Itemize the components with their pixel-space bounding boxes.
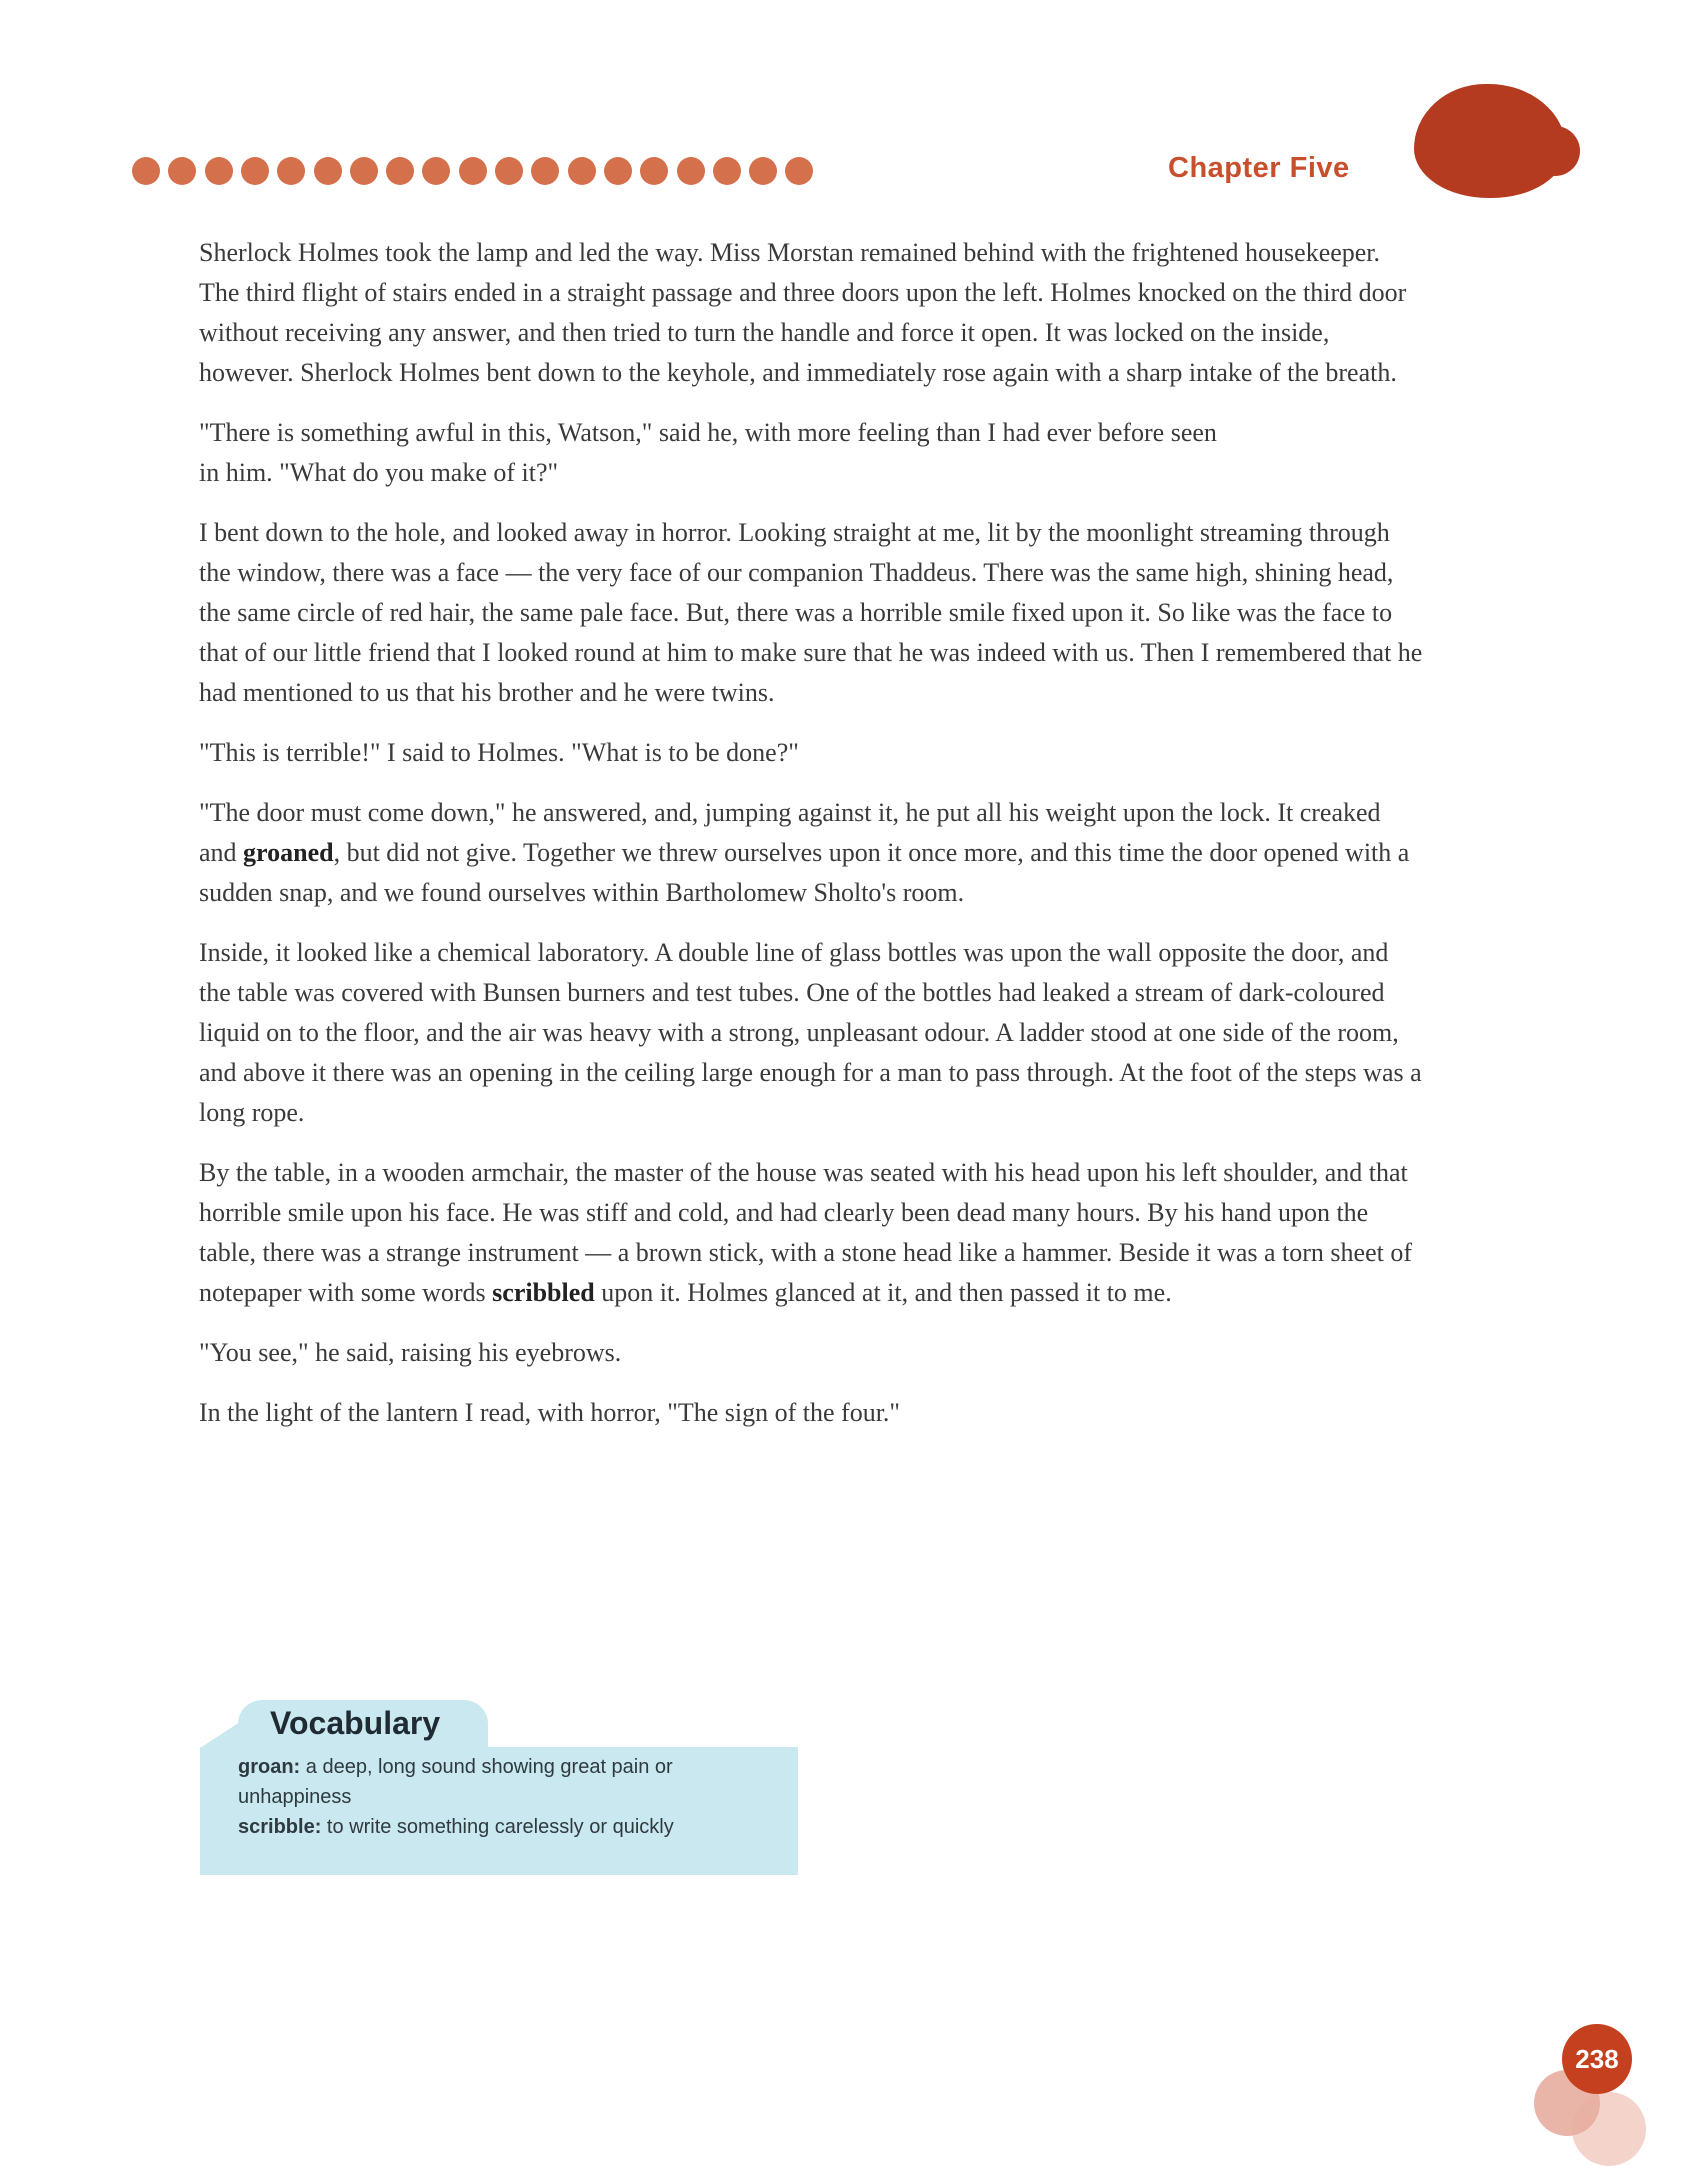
decorative-dot-row — [132, 157, 1072, 187]
paragraph: "There is something awful in this, Watson," said he, with more feeling than I had ever before seen in him. "What do you make of it?" — [199, 418, 1217, 487]
decorative-dot — [459, 157, 487, 185]
story-text — [199, 233, 1424, 1453]
vocab-definition: to write something carelessly or quickly — [321, 1816, 674, 1838]
decorative-dot — [168, 157, 196, 185]
decorative-dot — [132, 157, 160, 185]
vocab-list — [238, 1752, 778, 1842]
decorative-dot — [568, 157, 596, 185]
decorative-dot — [386, 157, 414, 185]
vocab-item — [238, 1812, 778, 1842]
vocab-heading: Vocabulary — [270, 1705, 441, 1741]
decorative-dot — [604, 157, 632, 185]
vocab-item — [238, 1752, 778, 1812]
decorative-dot — [677, 157, 705, 185]
decorative-dot — [749, 157, 777, 185]
decorative-dot — [640, 157, 668, 185]
decorative-dot — [785, 157, 813, 185]
paragraph: In the light of the lantern I read, with horror, "The sign of the four." — [199, 1398, 901, 1427]
vocab-definition: a deep, long sound showing great pain or unhappiness — [238, 1756, 673, 1808]
vocab-term: groan: — [238, 1756, 301, 1778]
paragraph-text: By the table, in a wooden armchair, the master of the house was seated with his head upon his left shoulder, and that horrible smile upon his face. He was stiff and cold, and had clearly been dead many hours. By his hand upon the table, there was a strange instrument — a brown stick, with a stone head like a hammer. Beside it was a torn sheet of notepaper with some words — [199, 1158, 1412, 1307]
vocab-highlight-groaned: groaned — [243, 838, 334, 867]
decorative-dot — [205, 157, 233, 185]
paragraph: "This is terrible!" I said to Holmes. "What is to be done?" — [199, 738, 799, 767]
decorative-dot — [495, 157, 523, 185]
vocab-highlight-scribbled: scribbled — [492, 1278, 595, 1307]
paragraph-text: , but did not give. Together we threw ourselves upon it once more, and this time the door opened with a sudden snap, and we found ourselves within Bartholomew Sholto's room. — [199, 838, 1410, 907]
decorative-dot — [241, 157, 269, 185]
chapter-blob-small-decoration — [1530, 126, 1580, 176]
paragraph-text: upon it. Holmes glanced at it, and then passed it to me. — [594, 1278, 1172, 1307]
paragraph: Sherlock Holmes took the lamp and led the way. Miss Morstan remained behind with the frightened housekeeper. The third flight of stairs ended in a straight passage and three doors upon the left. Holmes knocked on the third door without receiving any answer, and then tried to turn the handle and force it open. It was locked on the inside, however. Sherlock Holmes bent down to the keyhole, and immediately rose again with a sharp intake of the breath. — [199, 238, 1407, 387]
paragraph: "You see," he said, raising his eyebrows. — [199, 1338, 622, 1367]
decorative-dot — [713, 157, 741, 185]
decorative-dot — [350, 157, 378, 185]
paragraph: Inside, it looked like a chemical laboratory. A double line of glass bottles was upon the wall opposite the door, and the table was covered with Bunsen burners and test tubes. One of the bottles had leaked a stream of dark-coloured liquid on to the floor, and the air was heavy with a strong, unpleasant odour. A ladder stood at one side of the room, and above it there was an opening in the ceiling large enough for a man to pass through. At the foot of the steps was a long rope. — [199, 938, 1422, 1127]
paragraph — [199, 1153, 1424, 1313]
paragraph-text: "The door must come down," he answered, and, jumping against it, he put all his weight upon the lock. It creaked and — [199, 798, 1381, 867]
decorative-dot — [422, 157, 450, 185]
page-number: 238 — [1562, 2024, 1632, 2094]
paragraph — [199, 793, 1424, 913]
decorative-dot — [314, 157, 342, 185]
paragraph: I bent down to the hole, and looked away in horror. Looking straight at me, lit by the moonlight streaming through the window, there was a face — the very face of our companion Thaddeus. There was the same high, shining head, the same circle of red hair, the same pale face. But, there was a horrible smile fixed upon it. So like was the face to that of our little friend that I looked round at him to make sure that he was indeed with us. Then I remembered that he had mentioned to us that his brother and he were twins. — [199, 518, 1423, 707]
vocab-term: scribble: — [238, 1816, 322, 1838]
decorative-dot — [531, 157, 559, 185]
decorative-dot — [277, 157, 305, 185]
chapter-title: Chapter Five — [1168, 152, 1350, 184]
vocab-tab-slant — [200, 1722, 240, 1748]
